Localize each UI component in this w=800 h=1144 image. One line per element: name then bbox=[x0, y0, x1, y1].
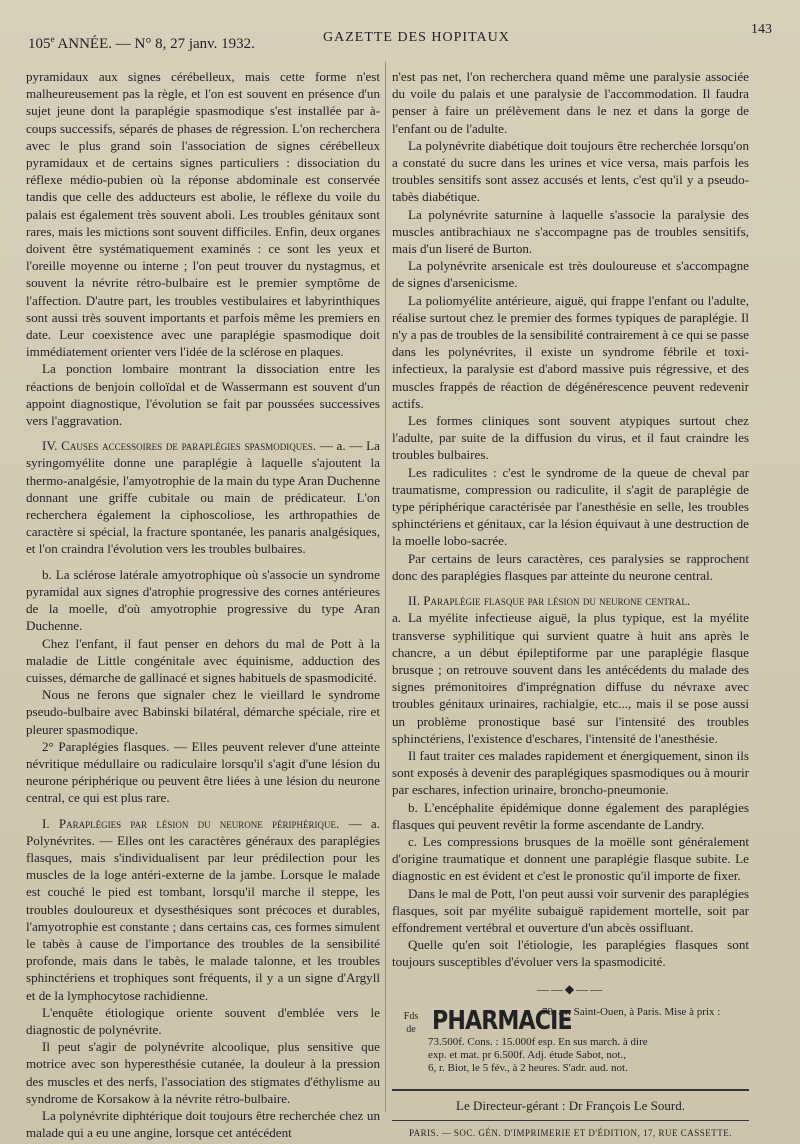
advert-line-4: 6, r. Biot, le 5 fév., à 2 heures. S'adr. aud. not. bbox=[428, 1061, 628, 1074]
advert-line-1: 78, av. Saint-Ouen, à Paris. Mise à prix : bbox=[542, 1005, 721, 1018]
paragraph: Les formes cliniques sont souvent atypiques surtout chez l'adulte, par suite de la diffusion du virus, et il faut craindre les troubles bulbaires. bbox=[392, 413, 749, 463]
paragraph: 2° Paraplégies flasques. — Elles peuvent relever d'une atteinte névritique médullaire ou radiculaire lorsqu'il s'agit d'une lésion du neurone périphérique ou peuvent être liées à une lésion du neurone central, ce qui est plus rare. bbox=[26, 738, 380, 806]
paragraph: La polynévrite diabétique doit toujours être recherchée lorsqu'on a constaté du sucre dans les urines et vice versa, mais parfois les troubles sensitifs sont assez accusés et lents, c'est qu'il y a pseudo-tabès diabétique. bbox=[392, 137, 749, 205]
paragraph: L'enquête étiologique oriente souvent d'emblée vers le diagnostic de polynévrite. bbox=[26, 1004, 380, 1037]
section-text: — a. Polynévrites. — Elles ont les caractères généraux des paraplégies flasques, mais s'individualisent par leur prédilection pour les muscles de la loge antéri-externe de la jambe. Lorsque le malade est couché le pied est tombant, lorsqu'il marche il steppe, les troubles douloureux et dysesthésiques sont précoces et durables, l'amyotrophie est constante ; dans certains cas, ces formes simulent le tabès à cause de l'importance des troubles de la sensibilité profonde, mais dans le tabès, le malade talonne, et les troubles sphinctériens et trophiques sont fréquents, il y a un signe d'Argyll et de la lymphocytose rachidienne. bbox=[26, 815, 380, 1003]
paragraph: Dans le mal de Pott, l'on peut aussi voir survenir des paraplégies flasques, soit par myélite subaiguë rapidement mortelle, soit par effondrement vertébral et ouverture d'un abcès ossifluant. bbox=[392, 885, 749, 935]
advert-title: PHARMACIE bbox=[432, 1005, 572, 1036]
paragraph: b. La sclérose latérale amyotrophique où s'associe un syndrome pyramidal aux signes d'atrophie progressive des cornes antérieures de la moelle, d'où amyotrophie progressive du type Aran Duchenne. bbox=[26, 566, 380, 634]
paragraph: La polynévrite diphtérique doit toujours être recherchée chez un malade qui a eu une angine, lorsque cet antécédent bbox=[26, 1107, 380, 1141]
pharmacy-advert bbox=[392, 1006, 749, 1036]
paragraph: Les radiculites : c'est le syndrome de la queue de cheval par traumatisme, compression ou radiculite, il s'agit de paraplégie de type périphérique caractérisée par l'anesthésie en selle, les troubles sphinctériens et génitaux, car la lésion équivaut à une destruction de la moelle lobo-sacrée. bbox=[392, 464, 749, 549]
fds-label: Fds bbox=[403, 1010, 419, 1022]
issue-date: ANNÉE. — N° 8, 27 janv. 1932. bbox=[54, 36, 255, 52]
paragraph: Nous ne ferons que signaler chez le vieillard le syndrome pseudo-bulbaire avec Babinski bilatéral, démarche spéciale, rire et pleurer spasmodique. bbox=[26, 687, 380, 737]
paragraph: Quelle qu'en soit l'étiologie, les paraplégies flasques sont toujours susceptibles d'évoluer vers la spasmodicité. bbox=[392, 937, 749, 970]
issue-info bbox=[28, 34, 255, 53]
column-divider bbox=[385, 62, 386, 1112]
section-heading: IV. Causes accessoires de paraplégies spasmodiques. bbox=[42, 438, 316, 454]
left-column bbox=[26, 68, 380, 1141]
de-label: de bbox=[406, 1023, 416, 1035]
paragraph: La polynévrite arsenicale est très douloureuse et s'accompagne de signes d'arsenicisme. bbox=[392, 258, 749, 291]
printer-line: PARIS. — SOC. GÉN. D'IMPRIMERIE ET D'ÉDITION, 17, RUE CASSETTE. bbox=[408, 1127, 732, 1138]
paragraph: Il faut traiter ces malades rapidement et énergiquement, sinon ils sont exposés à devenir des paraplégiques spasmodiques ou à mourir par eschares, infection urinaire, broncho-pneumonie. bbox=[392, 747, 749, 798]
right-column bbox=[392, 68, 749, 1142]
paragraph: pyramidaux aux signes cérébelleux, mais cette forme n'est malheureusement pas la règle, et l'on est souvent en présence d'un sujet jeune dont la paraplégie spasmodique s'est installée par à-coups successifs, séparés de phases de régression. L'on recherchera avec le plus grand soin l'association de signes cérébelleux pyramidaux et de certains signes particuliers : dissociation du réflexe médio-pubien où la réponse abdominale est conservée tandis que celle des adducteurs est abolie, le réflexe du voile du palais est également très souvent aboli. Les troubles génitaux sont rares, mais les mictions sont souvent difficiles. Enfin, deux organes doivent être systématiquement examinés : ce sont les yeux et l'oreille moyenne ou interne ; l'on peut trouver du nystagmus, et souvent la névrite rétro-bulbaire est le premier symptôme de l'affection. D'autre part, les troubles vestibulaires et labyrinthiques sont aussi très souvent importants et parfois même les premiers en date. Leur coexistence avec une paraplégie spasmodique doit immédiatement orienter vers l'idée de la sclérose en plaques. bbox=[26, 69, 380, 360]
page-header bbox=[28, 22, 772, 52]
paragraph: b. L'encéphalite épidémique donne également des paraplégies flasques qui peuvent revêtir la forme ascendante de Landry. bbox=[392, 799, 749, 832]
advert-line-2: 73.500f. Cons. : 15.000f esp. En sus march. à dire bbox=[428, 1035, 648, 1048]
section-text: — a. — La syringomyélite donne une paraplégie à laquelle s'ajoutent la thermo-analgésie, l'amyotrophie de la main du type Aran Duchenne donnant une griffe cubitale ou main de prédicateur. L'on recherchera également la ciphoscoliose, les arthropathies de caractère si spécial, la fracture spontanée, les panaris analgésiques, et l'on craindra l'évolution vers les troubles bulbaires. bbox=[26, 438, 380, 557]
paragraph: c. Les compressions brusques de la moëlle sont généralement d'origine traumatique et donnent une paraplégie flasque subite. Le diagnostic en est évident et c'est le pronostic qu'il importe de fixer. bbox=[392, 833, 749, 884]
advert-line-3: exp. et mat. pr 6.500f. Adj. étude Sabot, not., bbox=[428, 1048, 626, 1061]
paragraph: Il peut s'agir de polynévrite alcoolique, plus sensitive que motrice avec son hyperesthésie cutanée, la douleur à la pression des muscles et des nerfs, l'association des stigmates d'éthylisme au syndrome de Korsakow à la névrite rétro-bulbaire. bbox=[26, 1039, 380, 1106]
year-suffix: e bbox=[50, 34, 55, 44]
advert-fds bbox=[396, 1006, 426, 1036]
section-paragraph bbox=[26, 437, 380, 557]
paragraph: La poliomyélite antérieure, aiguë, qui frappe l'enfant ou l'adulte, réalise surtout chez le premier des formes typiques de paraplégie. Il n'y a pas de troubles de la sensibilité contrairement à ce qui se passe dans les polynévrites, il existe un syndrome fébrile et toxi-infectieux, la paralysie est d'abord massive puis régressive, et des muscles frappés de réaction de dégénérescence peuvent redevenir actifs. bbox=[392, 292, 749, 411]
page-number: 143 bbox=[751, 22, 772, 37]
ornament-divider: ——◆—— bbox=[536, 981, 605, 996]
paragraph: Chez l'enfant, il faut penser en dehors du mal de Pott à la maladie de Little congénitale avec équinisme, adduction des cuisses, démarche de gallinacé et signes habituels de spasmodicité. bbox=[26, 635, 380, 685]
paragraph: a. La myélite infectieuse aiguë, la plus typique, est la myélite transverse syphilitique qui survient quatre à huit ans après le chancre, a un début épileptiforme par une paraplégie flasque brusque ; on retrouve souvent dans les antécédents du malade des signes prémonitoires d'imprégnation diffuse du névraxe avec troubles génitaux urinaires, rachialgie, etc..., mais il se pose aussi un problème pronostique basé sur l'intensité des troubles sphinctériens, l'existence d'eschares, l'intensité de l'anesthésie. bbox=[392, 610, 749, 746]
section-heading: II. Paraplégie flasque par lésion du neurone central. bbox=[408, 593, 691, 609]
paragraph: Par certains de leurs caractères, ces paralysies se rapprochent donc des paraplégies flasques par atteinte du neurone central. bbox=[392, 550, 749, 583]
section-paragraph bbox=[26, 815, 380, 1004]
advert-details bbox=[392, 1036, 749, 1075]
section-paragraph bbox=[392, 592, 749, 609]
paragraph: La ponction lombaire montrant la dissociation entre les réactions de benjoin colloïdal et de Wassermann est souvent d'un appoint diagnostique, l'évolution se fait par poussées successives vers l'aggravation. bbox=[26, 361, 380, 429]
director-line: Le Directeur-gérant : Dr François Le Sourd. bbox=[392, 1089, 749, 1121]
section-heading: I. Paraplégies par lésion du neurone périphérique. bbox=[42, 815, 340, 831]
journal-title: GAZETTE DES HOPITAUX bbox=[323, 30, 510, 45]
paragraph: La polynévrite saturnine à laquelle s'associe la paralysie des muscles antibrachiaux ne s'accompagne pas de troubles sensitifs, mais d'un liseré de Burton. bbox=[392, 206, 749, 257]
year: 105 bbox=[28, 36, 51, 52]
paragraph: n'est pas net, l'on recherchera quand même une paralysie associée du voile du palais et une paralysie de l'accommodation. Il faudra penser à faire un prélèvement dans le nez et dans la gorge de l'enfant ou de l'adulte. bbox=[392, 69, 749, 136]
